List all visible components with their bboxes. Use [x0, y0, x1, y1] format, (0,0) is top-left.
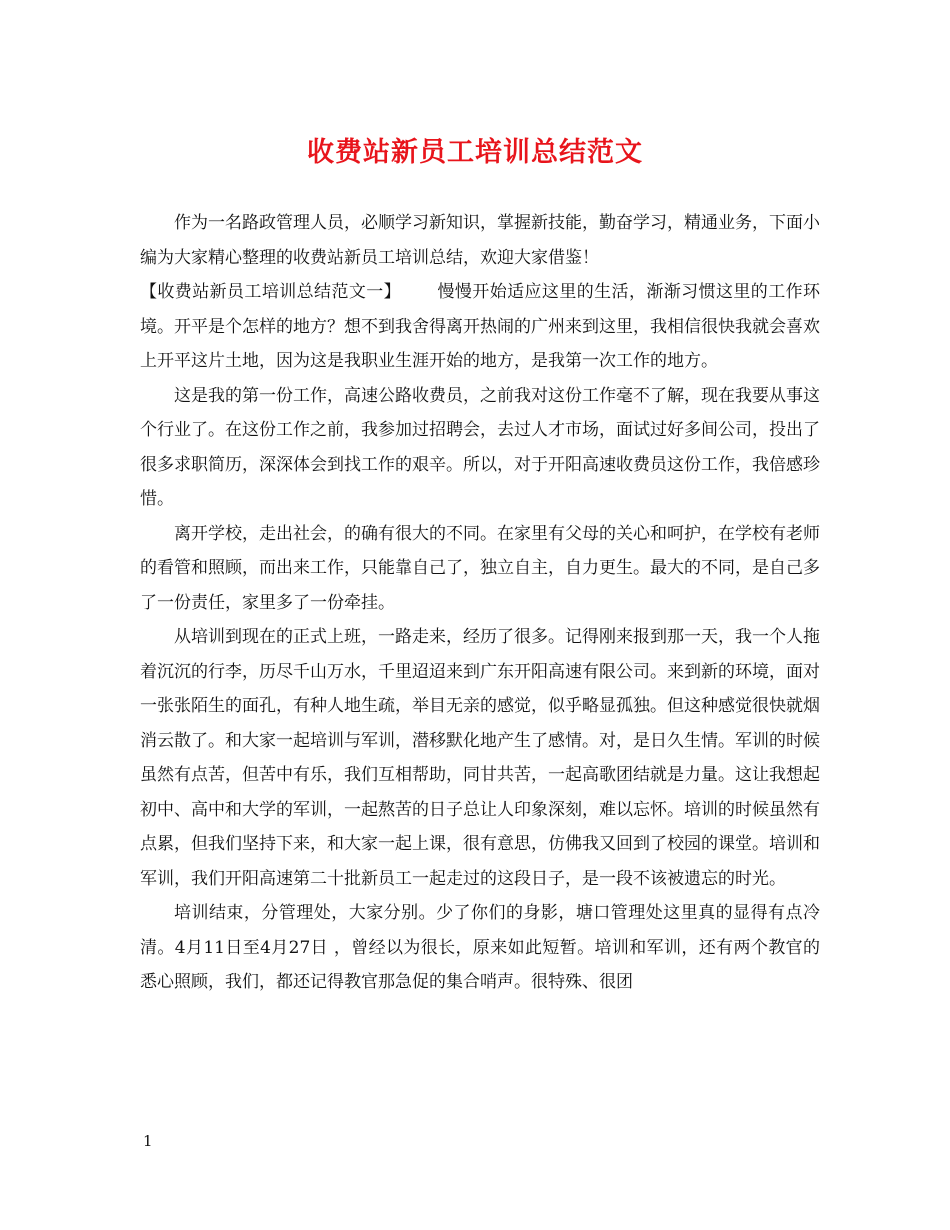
body-paragraph-4: 培训结束，分管理处，大家分别。少了你们的身影，塘口管理处这里真的显得有点冷清。4月11日至4月27日 ，曾经以为很长，原来如此短暂。培训和军训，还有两个教官的悉心照顾，我们，都还记得教官那急促的集合哨声。很特殊、很团 — [140, 903, 820, 992]
page-number: 1 — [143, 1132, 153, 1150]
section-heading: 【收费站新员工培训总结范文一】 — [140, 282, 402, 302]
document-title: 收费站新员工培训总结范文 — [307, 137, 643, 168]
body-paragraph-2: 离开学校，走出社会，的确有很大的不同。在家里有父母的关心和呵护，在学校有老师的看管和照顾，而出来工作，只能靠自己了，独立自主，自力更生。最大的不同，是自己多了一份责任，家里多了一份牵挂。 — [140, 523, 820, 613]
section-first-text: 慢慢开始适应这里的生活，渐渐习惯这里的工作环境。开平是个怎样的地方？想不到我舍得离开热闹的广州来到这里，我相信很快我就会喜欢上开平这片土地，因为这是我职业生涯开始的地方，是我第一次工作的地方。 — [140, 282, 821, 371]
document-body — [140, 206, 820, 1000]
body-paragraph-1: 这是我的第一份工作，高速公路收费员，之前我对这份工作毫不了解，现在我要从事这个行业了。在这份工作之前，我参加过招聘会，去过人才市场，面试过好多间公司，投出了很多求职简历，深深体会到找工作的艰辛。所以，对于开阳高速收费员这份工作，我倍感珍惜。 — [140, 385, 820, 509]
section-one-paragraph — [140, 275, 820, 379]
intro-paragraph: 作为一名路政管理人员，必顺学习新知识，掌握新技能，勤奋学习，精通业务，下面小编为大家精心整理的收费站新员工培训总结，欢迎大家借鉴！ — [140, 213, 820, 268]
body-paragraph-3: 从培训到现在的正式上班，一路走来，经历了很多。记得刚来报到那一天，我一个人拖着沉沉的行李，历尽千山万水，千里迢迢来到广东开阳高速有限公司。来到新的环境，面对一张张陌生的面孔，有种人地生疏，举目无亲的感觉，似乎略显孤独。但这种感觉很快就烟消云散了。和大家一起培训与军训，潜移默化地产生了感情。对，是日久生情。军训的时候虽然有点苦，但苦中有乐，我们互相帮助，同甘共苦，一起高歌团结就是力量。这让我想起初中、高中和大学的军训，一起熬苦的日子总让人印象深刻，难以忘怀。培训的时候虽然有点累，但我们坚持下来，和大家一起上课，很有意思，仿佛我又回到了校园的课堂。培训和军训，我们开阳高速第二十批新员工一起走过的这段日子，是一段不该被遗忘的时光。 — [140, 627, 820, 889]
